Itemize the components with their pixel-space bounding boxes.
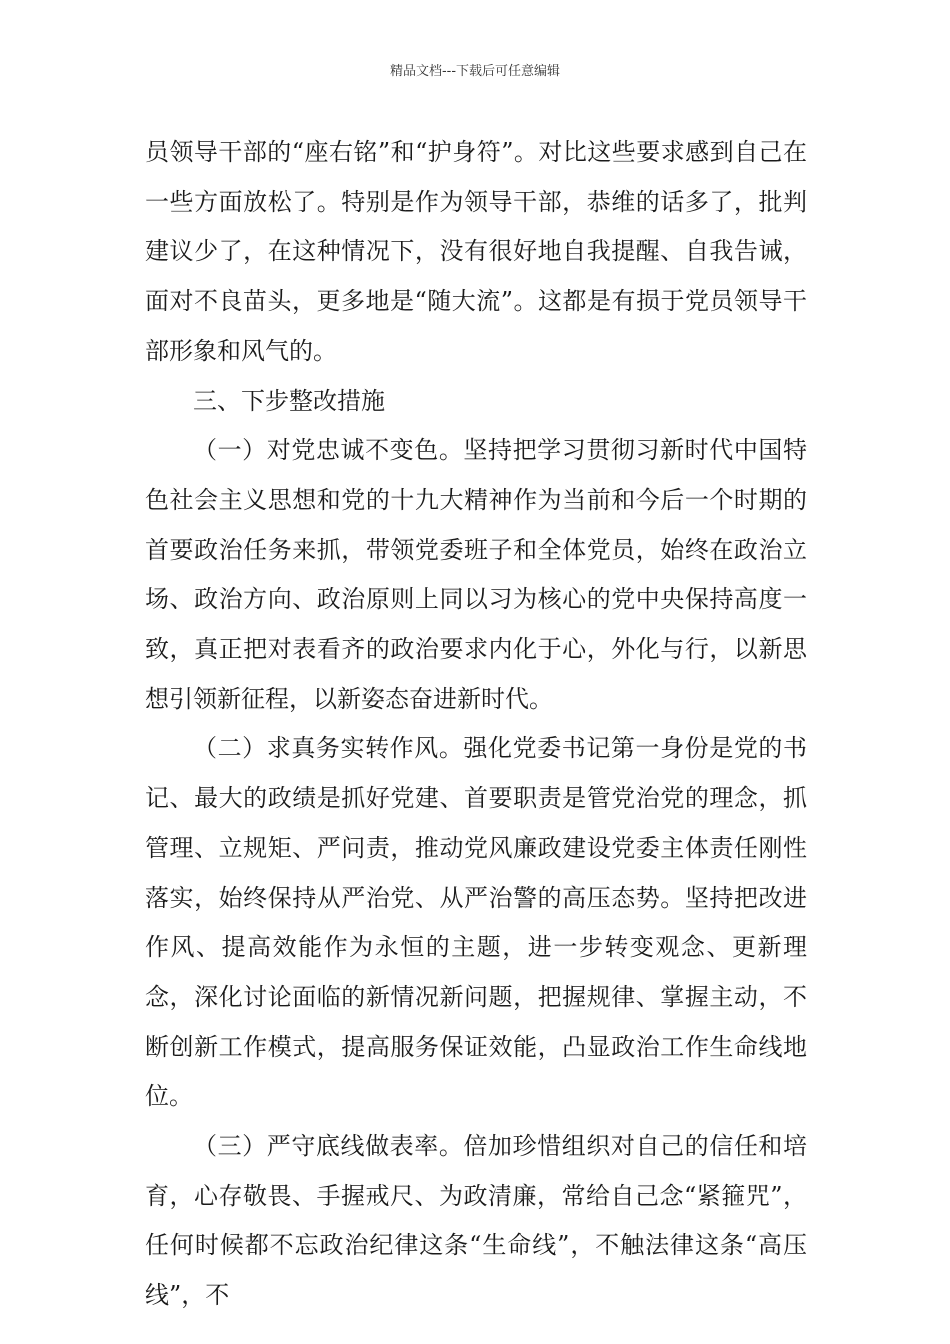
paragraph-item-1: （一）对党忠诚不变色。坚持把学习贯彻习新时代中国特色社会主义思想和党的十九大精神作为当前和今后一个时期的首要政治任务来抓，带领党委班子和全体党员，始终在政治立场、政治方向、政治原则上同以习为核心的党中央保持高度一致，真正把对表看齐的政治要求内化于心，外化与行，以新思想引领新征程，以新姿态奋进新时代。	[145, 436, 807, 713]
document-body	[145, 128, 807, 1321]
paragraph-continuation: 员领导干部的“座右铭”和“护身符”。对比这些要求感到自己在一些方面放松了。特别是作为领导干部，恭维的话多了，批判建议少了，在这种情况下，没有很好地自我提醒、自我告诫，面对不良苗头，更多地是“随大流”。这都是有损于党员领导干部形象和风气的。	[145, 138, 807, 365]
paragraph-item-2: （二）求真务实转作风。强化党委书记第一身份是党的书记、最大的政绩是抓好党建、首要职责是管党治党的理念，抓管理、立规矩、严问责，推动党风廉政建设党委主体责任刚性落实，始终保持从严治党、从严治警的高压态势。坚持把改进作风、提高效能作为永恒的主题，进一步转变观念、更新理念，深化讨论面临的新情况新问题，把握规律、掌握主动，不断创新工作模式，提高服务保证效能，凸显政治工作生命线地位。	[145, 734, 807, 1111]
page-header: 精品文档---下载后可任意编辑	[389, 64, 561, 79]
paragraph-item-3: （三）严守底线做表率。倍加珍惜组织对自己的信任和培育，心存敬畏、手握戒尺、为政清廉，常给自己念“紧箍咒”，任何时候都不忘政治纪律这条“生命线”，不触法律这条“高压线”，不	[145, 1132, 807, 1310]
section-heading: 三、下步整改措施	[193, 386, 385, 415]
